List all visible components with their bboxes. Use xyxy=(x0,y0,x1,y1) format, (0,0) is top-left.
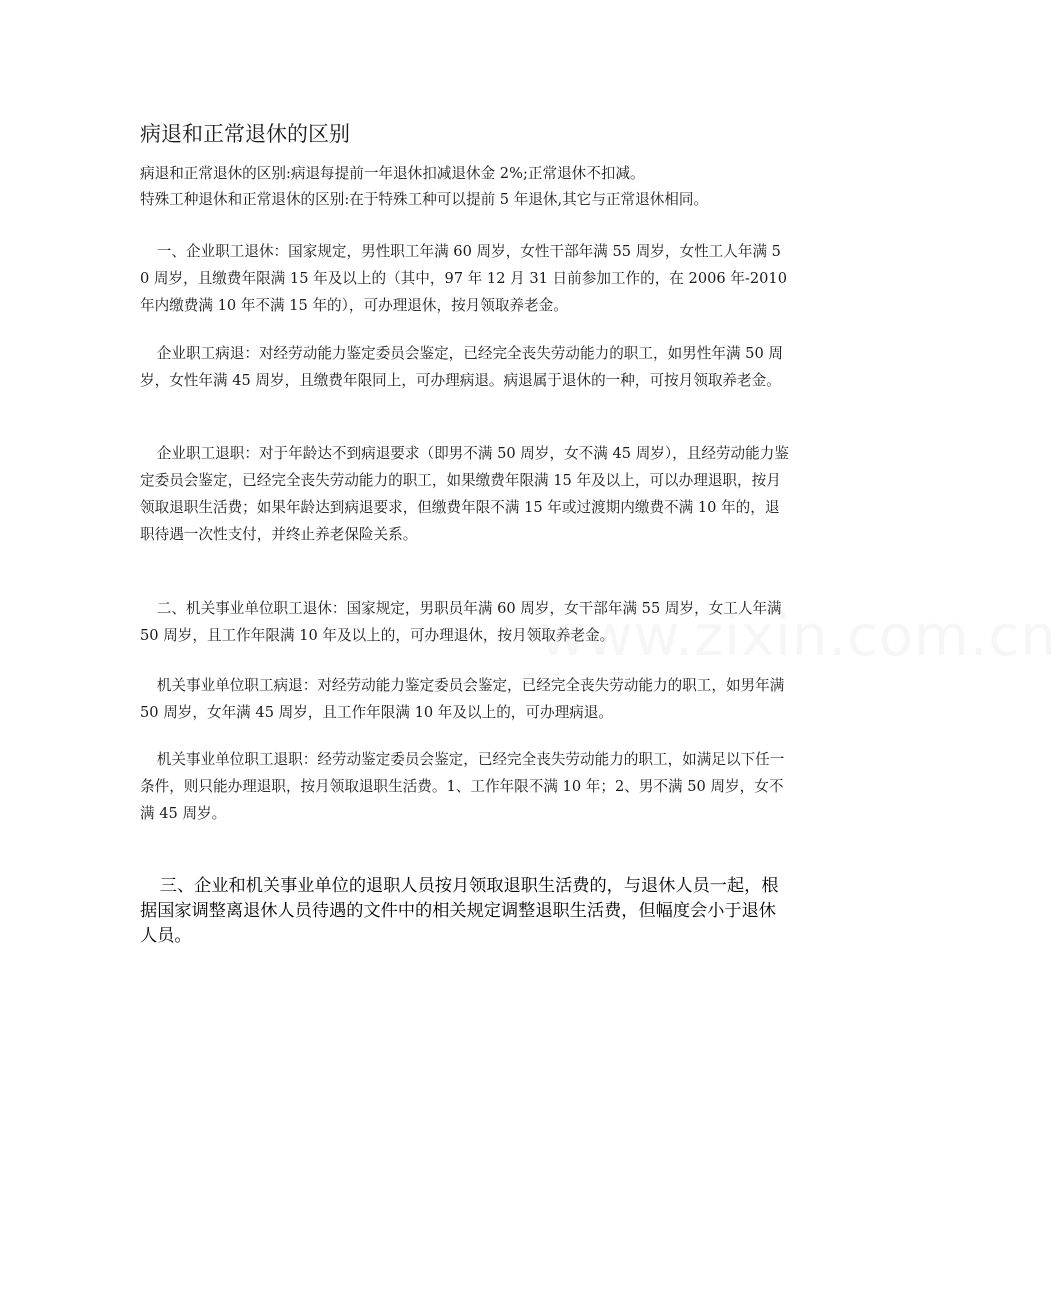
paragraph-resigned-staff-adjustment: 三、企业和机关事业单位的退职人员按月领取退职生活费的，与退休人员一起，根据国家调整离退休人员待遇的文件中的相关规定调整退职生活费，但幅度会小于退休人员。 xyxy=(140,876,779,946)
paragraph-institution-resign: 机关事业单位职工退职：经劳动鉴定委员会鉴定，已经完全丧失劳动能力的职工，如满足以下任一条件，则只能办理退职，按月领取退职生活费。1、工作年限不满 10 年；2、男不满 50 周岁，女不满 45 周岁。 xyxy=(140,751,785,822)
document-title: 病退和正常退休的区别 xyxy=(140,122,350,146)
paragraph-enterprise-sick: 企业职工病退：对经劳动能力鉴定委员会鉴定，已经完全丧失劳动能力的职工，如男性年满 50 周岁，女性年满 45 周岁，且缴费年限同上，可办理病退。病退属于退休的一种，可按月领取养老金。 xyxy=(140,345,783,389)
paragraph-institution-sick: 机关事业单位职工病退：对经劳动能力鉴定委员会鉴定，已经完全丧失劳动能力的职工，如男年满 50 周岁，女年满 45 周岁，且工作年限满 10 年及以上的，可办理病退。 xyxy=(140,677,785,721)
watermark: www.zixin.com.cn xyxy=(540,604,1057,669)
paragraph-institution-retire: 二、机关事业单位职工退休：国家规定，男职员年满 60 周岁，女干部年满 55 周岁，女工人年满 50 周岁，且工作年限满 10 年及以上的，可办理退休，按月领取养老金。 xyxy=(140,600,782,644)
paragraph-enterprise-retire: 一、企业职工退休：国家规定，男性职工年满 60 周岁，女性干部年满 55 周岁，女性工人年满 50 周岁，且缴费年限满 15 年及以上的（其中，97 年 12 月 31 日前参加工作的，在 2006 年-2010 年内缴费满 10 年不满 15 年的），可办理退休，按月领取养老金。 xyxy=(140,243,787,314)
intro-line-special-job: 特殊工种退休和正常退休的区别:在于特殊工种可以提前 5 年退休,其它与正常退休相同。 xyxy=(140,191,709,208)
intro-line-sick-retirement: 病退和正常退休的区别:病退每提前一年退休扣减退休金 2%;正常退休不扣减。 xyxy=(140,165,645,182)
paragraph-enterprise-resign: 企业职工退职：对于年龄达不到病退要求（即男不满 50 周岁，女不满 45 周岁），且经劳动能力鉴定委员会鉴定，已经完全丧失劳动能力的职工，如果缴费年限满 15 年及以上，可以办理退职，按月领取退职生活费；如果年龄达到病退要求，但缴费年限不满 15 年或过渡期内缴费不满 10 年的，退职待遇一次性支付，并终止养老保险关系。 xyxy=(140,445,789,543)
